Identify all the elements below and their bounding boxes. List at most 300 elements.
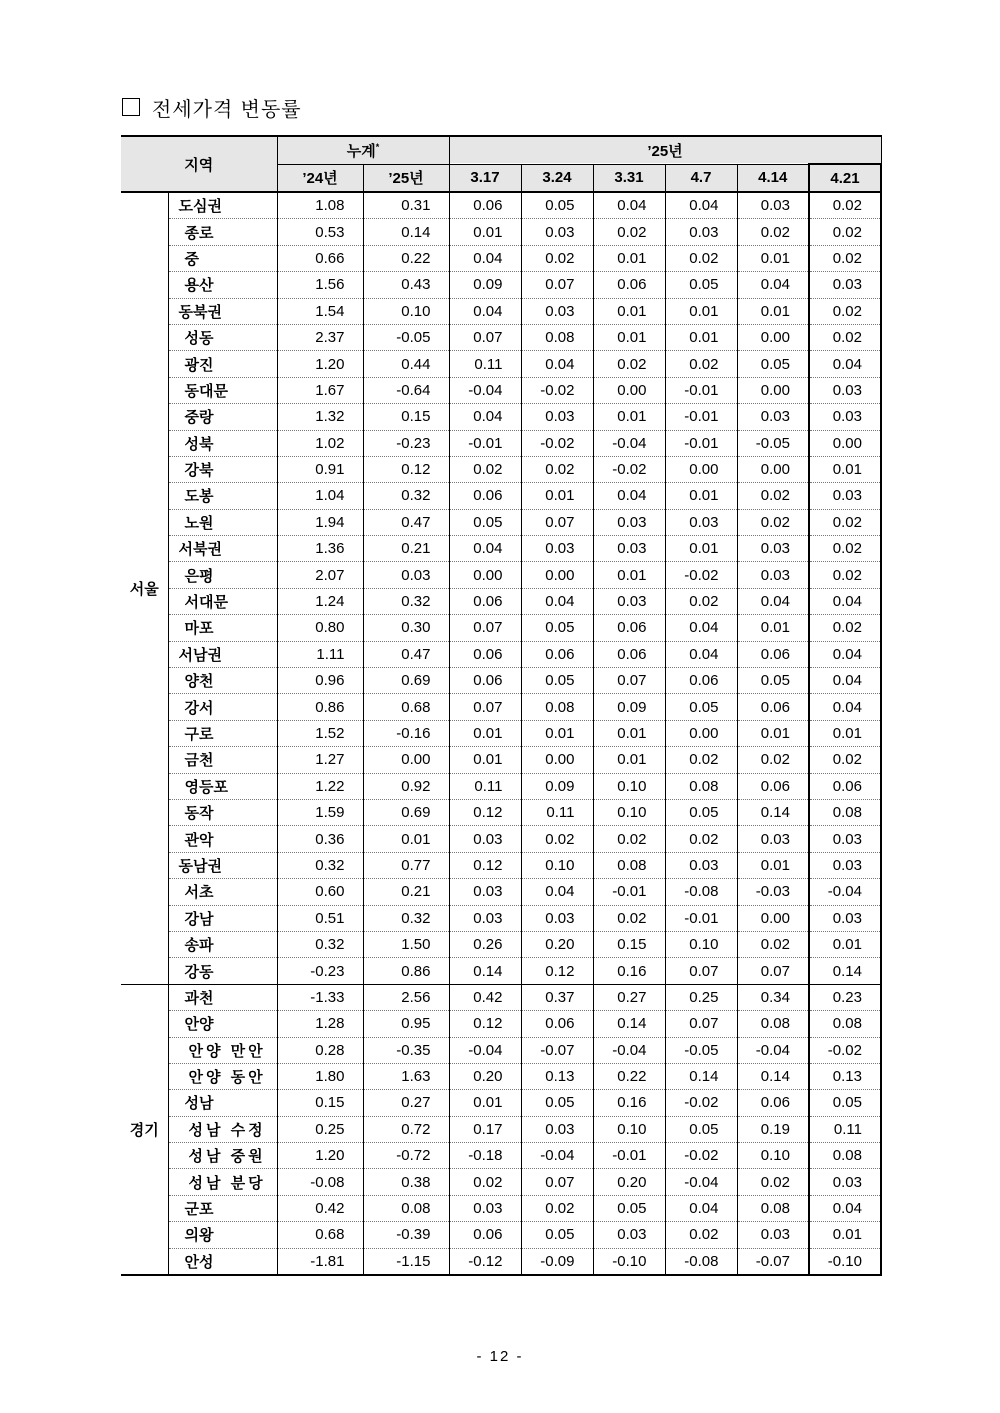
value-cell: 0.32 — [277, 931, 363, 957]
region-name: 군포 — [168, 1195, 277, 1221]
value-cell: 0.08 — [809, 1143, 881, 1169]
value-cell: 0.01 — [809, 1222, 881, 1248]
value-cell: 0.34 — [737, 984, 809, 1010]
table-row — [121, 272, 881, 298]
table-row — [121, 483, 881, 509]
value-cell: 0.01 — [665, 298, 737, 324]
value-cell: 0.26 — [449, 931, 521, 957]
value-cell: -0.08 — [665, 879, 737, 905]
value-cell: 0.02 — [809, 562, 881, 588]
value-cell: 0.03 — [449, 879, 521, 905]
value-cell: 0.02 — [521, 1195, 593, 1221]
value-cell: 0.06 — [449, 1222, 521, 1248]
table-row — [121, 615, 881, 641]
value-cell: 0.08 — [363, 1195, 449, 1221]
value-cell: 0.04 — [665, 641, 737, 667]
value-cell: 0.05 — [737, 668, 809, 694]
table-row — [121, 536, 881, 562]
value-cell: 0.08 — [809, 1011, 881, 1037]
value-cell: 1.50 — [363, 931, 449, 957]
value-cell: 0.02 — [737, 509, 809, 535]
value-cell: 0.03 — [737, 562, 809, 588]
value-cell: 0.00 — [737, 905, 809, 931]
value-cell: 0.04 — [449, 298, 521, 324]
table-row — [121, 245, 881, 271]
value-cell: 0.05 — [593, 1195, 665, 1221]
region-name: 서대문 — [168, 588, 277, 614]
value-cell: 1.54 — [277, 298, 363, 324]
value-cell: 0.77 — [363, 852, 449, 878]
value-cell: 0.03 — [665, 852, 737, 878]
value-cell: 0.01 — [449, 1090, 521, 1116]
value-cell: 0.02 — [809, 298, 881, 324]
value-cell: 0.02 — [521, 456, 593, 482]
value-cell: 0.01 — [809, 456, 881, 482]
table-row — [121, 720, 881, 746]
value-cell: -0.07 — [737, 1248, 809, 1275]
table-row — [121, 430, 881, 456]
value-cell: -0.12 — [449, 1248, 521, 1275]
value-cell: 0.04 — [449, 536, 521, 562]
value-cell: 0.04 — [809, 1195, 881, 1221]
value-cell: 0.02 — [593, 905, 665, 931]
value-cell: 0.08 — [521, 324, 593, 350]
table-row — [121, 826, 881, 852]
table-row — [121, 219, 881, 245]
value-cell: 0.07 — [737, 958, 809, 984]
value-cell: -0.07 — [521, 1037, 593, 1063]
value-cell: 0.16 — [593, 1090, 665, 1116]
table-row — [121, 1090, 881, 1116]
table-row — [121, 773, 881, 799]
value-cell: 0.02 — [521, 245, 593, 271]
value-cell: 0.47 — [363, 509, 449, 535]
value-cell: 0.02 — [737, 931, 809, 957]
value-cell: -0.23 — [277, 958, 363, 984]
value-cell: 0.51 — [277, 905, 363, 931]
value-cell: 0.14 — [737, 1063, 809, 1089]
value-cell: 0.09 — [593, 694, 665, 720]
value-cell: 0.01 — [593, 720, 665, 746]
value-cell: 0.03 — [737, 1222, 809, 1248]
value-cell: 0.12 — [449, 799, 521, 825]
value-cell: 0.00 — [809, 430, 881, 456]
value-cell: 0.25 — [665, 984, 737, 1010]
value-cell: -0.64 — [363, 377, 449, 403]
value-cell: -0.01 — [593, 879, 665, 905]
value-cell: 0.86 — [277, 694, 363, 720]
column-header: 3.31 — [593, 164, 665, 192]
value-cell: 0.02 — [809, 615, 881, 641]
value-cell: 0.03 — [521, 1116, 593, 1142]
region-name: 서초 — [168, 879, 277, 905]
value-cell: 0.06 — [521, 641, 593, 667]
value-cell: 0.02 — [737, 219, 809, 245]
value-cell: 0.02 — [737, 483, 809, 509]
region-name: 동대문 — [168, 377, 277, 403]
value-cell: 0.15 — [363, 404, 449, 430]
value-cell: 0.03 — [593, 588, 665, 614]
value-cell: -0.18 — [449, 1143, 521, 1169]
value-cell: 0.04 — [665, 1195, 737, 1221]
region-name: 성남 — [168, 1090, 277, 1116]
value-cell: -0.02 — [809, 1037, 881, 1063]
value-cell: 0.00 — [521, 747, 593, 773]
value-cell: 0.42 — [277, 1195, 363, 1221]
value-cell: 0.04 — [449, 404, 521, 430]
value-cell: 0.01 — [593, 324, 665, 350]
value-cell: 0.06 — [593, 641, 665, 667]
value-cell: 0.03 — [665, 509, 737, 535]
region-name: 금천 — [168, 747, 277, 773]
region-name: 안양 동안 — [168, 1063, 277, 1089]
value-cell: 1.52 — [277, 720, 363, 746]
value-cell: -0.10 — [593, 1248, 665, 1275]
value-cell: 0.02 — [665, 747, 737, 773]
value-cell: 0.12 — [363, 456, 449, 482]
value-cell: 0.02 — [809, 192, 881, 219]
value-cell: 0.05 — [737, 351, 809, 377]
value-cell: 0.03 — [521, 298, 593, 324]
value-cell: 1.11 — [277, 641, 363, 667]
value-cell: -0.01 — [665, 377, 737, 403]
value-cell: -0.03 — [737, 879, 809, 905]
page-number: - 12 - — [476, 1348, 524, 1365]
value-cell: 0.01 — [809, 931, 881, 957]
value-cell: 0.32 — [363, 588, 449, 614]
value-cell: 0.01 — [449, 219, 521, 245]
table-row — [121, 351, 881, 377]
value-cell: 0.05 — [521, 1090, 593, 1116]
value-cell: 0.22 — [363, 245, 449, 271]
value-cell: 0.01 — [737, 245, 809, 271]
value-cell: 0.42 — [449, 984, 521, 1010]
value-cell: 0.30 — [363, 615, 449, 641]
value-cell: 0.03 — [593, 1222, 665, 1248]
value-cell: -0.02 — [665, 1143, 737, 1169]
region-group-label: 서울 — [121, 192, 168, 984]
table-row — [121, 1195, 881, 1221]
value-cell: 0.03 — [665, 219, 737, 245]
value-cell: 1.94 — [277, 509, 363, 535]
value-cell: 0.03 — [809, 272, 881, 298]
value-cell: 0.95 — [363, 1011, 449, 1037]
value-cell: 0.96 — [277, 668, 363, 694]
value-cell: 0.01 — [737, 720, 809, 746]
value-cell: -0.04 — [521, 1143, 593, 1169]
value-cell: 0.04 — [665, 192, 737, 219]
value-cell: 0.04 — [665, 615, 737, 641]
value-cell: 0.03 — [809, 483, 881, 509]
header-cumulative: 누계* — [277, 136, 449, 164]
value-cell: 2.37 — [277, 324, 363, 350]
value-cell: 0.03 — [521, 536, 593, 562]
value-cell: 0.28 — [277, 1037, 363, 1063]
value-cell: 0.05 — [665, 799, 737, 825]
value-cell: 0.07 — [449, 615, 521, 641]
value-cell: -0.10 — [809, 1248, 881, 1275]
value-cell: 0.32 — [363, 905, 449, 931]
column-header: 3.24 — [521, 164, 593, 192]
table-row — [121, 192, 881, 219]
region-name: 도심권 — [168, 192, 277, 219]
value-cell: 0.04 — [521, 879, 593, 905]
value-cell: 0.38 — [363, 1169, 449, 1195]
value-cell: 0.07 — [593, 668, 665, 694]
value-cell: 0.07 — [521, 272, 593, 298]
value-cell: 0.01 — [593, 404, 665, 430]
value-cell: 0.80 — [277, 615, 363, 641]
table-row — [121, 852, 881, 878]
region-name: 성남 분당 — [168, 1169, 277, 1195]
value-cell: 1.59 — [277, 799, 363, 825]
value-cell: 1.63 — [363, 1063, 449, 1089]
region-name: 서남권 — [168, 641, 277, 667]
value-cell: -0.04 — [449, 377, 521, 403]
table-row — [121, 879, 881, 905]
value-cell: 0.04 — [737, 588, 809, 614]
value-cell: 0.02 — [593, 351, 665, 377]
value-cell: 0.02 — [521, 826, 593, 852]
value-cell: 0.68 — [277, 1222, 363, 1248]
value-cell: 0.00 — [665, 456, 737, 482]
region-name: 안성 — [168, 1248, 277, 1275]
value-cell: -0.02 — [665, 562, 737, 588]
value-cell: 0.01 — [737, 615, 809, 641]
value-cell: 0.08 — [593, 852, 665, 878]
value-cell: 0.04 — [809, 588, 881, 614]
value-cell: 0.03 — [809, 1169, 881, 1195]
value-cell: 0.69 — [363, 668, 449, 694]
value-cell: 0.20 — [449, 1063, 521, 1089]
value-cell: 0.31 — [363, 192, 449, 219]
value-cell: 0.11 — [809, 1116, 881, 1142]
value-cell: 0.23 — [809, 984, 881, 1010]
value-cell: 0.10 — [593, 799, 665, 825]
region-name: 동남권 — [168, 852, 277, 878]
value-cell: 0.02 — [809, 219, 881, 245]
value-cell: 1.22 — [277, 773, 363, 799]
value-cell: 0.32 — [363, 483, 449, 509]
value-cell: 0.05 — [665, 1116, 737, 1142]
column-header: 3.17 — [449, 164, 521, 192]
value-cell: 0.03 — [809, 404, 881, 430]
value-cell: 0.10 — [363, 298, 449, 324]
value-cell: 0.06 — [593, 272, 665, 298]
value-cell: -0.23 — [363, 430, 449, 456]
value-cell: 0.04 — [737, 272, 809, 298]
value-cell: 0.03 — [809, 852, 881, 878]
value-cell: 0.03 — [521, 404, 593, 430]
value-cell: 0.19 — [737, 1116, 809, 1142]
region-name: 성남 중원 — [168, 1143, 277, 1169]
value-cell: 0.05 — [665, 694, 737, 720]
region-name: 과천 — [168, 984, 277, 1010]
value-cell: 0.06 — [737, 1090, 809, 1116]
value-cell: 1.24 — [277, 588, 363, 614]
value-cell: -0.35 — [363, 1037, 449, 1063]
value-cell: 0.04 — [449, 245, 521, 271]
region-name: 마포 — [168, 615, 277, 641]
region-name: 중 — [168, 245, 277, 271]
value-cell: 0.16 — [593, 958, 665, 984]
value-cell: 0.00 — [737, 456, 809, 482]
value-cell: -0.04 — [737, 1037, 809, 1063]
value-cell: 0.27 — [593, 984, 665, 1010]
column-header: 4.21 — [809, 164, 881, 192]
value-cell: 0.86 — [363, 958, 449, 984]
value-cell: 0.04 — [593, 483, 665, 509]
value-cell: 0.91 — [277, 456, 363, 482]
column-header: 4.7 — [665, 164, 737, 192]
value-cell: 0.02 — [593, 219, 665, 245]
value-cell: -0.04 — [449, 1037, 521, 1063]
value-cell: 0.04 — [809, 668, 881, 694]
value-cell: 0.13 — [809, 1063, 881, 1089]
value-cell: 0.01 — [363, 826, 449, 852]
value-cell: 0.00 — [449, 562, 521, 588]
value-cell: 0.02 — [809, 536, 881, 562]
region-name: 동작 — [168, 799, 277, 825]
table-row — [121, 694, 881, 720]
value-cell: 1.32 — [277, 404, 363, 430]
value-cell: 0.47 — [363, 641, 449, 667]
value-cell: 1.20 — [277, 351, 363, 377]
value-cell: 0.01 — [809, 720, 881, 746]
table-row — [121, 377, 881, 403]
value-cell: -0.39 — [363, 1222, 449, 1248]
value-cell: 0.07 — [521, 1169, 593, 1195]
value-cell: 0.06 — [809, 773, 881, 799]
value-cell: 0.22 — [593, 1063, 665, 1089]
value-cell: 0.03 — [809, 377, 881, 403]
value-cell: 0.14 — [593, 1011, 665, 1037]
value-cell: -0.09 — [521, 1248, 593, 1275]
value-cell: 1.56 — [277, 272, 363, 298]
value-cell: -0.05 — [363, 324, 449, 350]
value-cell: 0.06 — [593, 615, 665, 641]
value-cell: 0.07 — [449, 324, 521, 350]
table-row — [121, 324, 881, 350]
value-cell: 0.07 — [449, 694, 521, 720]
table-row — [121, 1222, 881, 1248]
value-cell: 0.12 — [449, 852, 521, 878]
value-cell: 0.00 — [363, 747, 449, 773]
region-name: 은평 — [168, 562, 277, 588]
column-header: 4.14 — [737, 164, 809, 192]
value-cell: 0.37 — [521, 984, 593, 1010]
value-cell: 0.01 — [593, 245, 665, 271]
table-row — [121, 1116, 881, 1142]
table-row — [121, 404, 881, 430]
value-cell: -0.72 — [363, 1143, 449, 1169]
value-cell: 0.02 — [665, 351, 737, 377]
value-cell: 0.06 — [737, 641, 809, 667]
table-row — [121, 1063, 881, 1089]
value-cell: -0.01 — [665, 430, 737, 456]
value-cell: -0.08 — [277, 1169, 363, 1195]
value-cell: 0.06 — [449, 588, 521, 614]
value-cell: 0.09 — [521, 773, 593, 799]
region-name: 의왕 — [168, 1222, 277, 1248]
table-row — [121, 958, 881, 984]
value-cell: 0.08 — [737, 1195, 809, 1221]
value-cell: 0.06 — [449, 668, 521, 694]
value-cell: -0.16 — [363, 720, 449, 746]
value-cell: 0.05 — [521, 192, 593, 219]
value-cell: 0.10 — [593, 773, 665, 799]
value-cell: 0.92 — [363, 773, 449, 799]
value-cell: 0.11 — [449, 351, 521, 377]
value-cell: 1.20 — [277, 1143, 363, 1169]
value-cell: 0.12 — [521, 958, 593, 984]
table-row — [121, 984, 881, 1010]
value-cell: 0.04 — [593, 192, 665, 219]
table-row — [121, 456, 881, 482]
value-cell: 0.10 — [737, 1143, 809, 1169]
column-header: ’25년 — [363, 164, 449, 192]
value-cell: 0.01 — [737, 852, 809, 878]
value-cell: 0.03 — [449, 1195, 521, 1221]
value-cell: 0.08 — [737, 1011, 809, 1037]
value-cell: 0.02 — [809, 324, 881, 350]
value-cell: -1.33 — [277, 984, 363, 1010]
table-row — [121, 298, 881, 324]
value-cell: 0.10 — [521, 852, 593, 878]
value-cell: 0.02 — [665, 826, 737, 852]
value-cell: 0.02 — [593, 826, 665, 852]
value-cell: 2.56 — [363, 984, 449, 1010]
value-cell: 1.04 — [277, 483, 363, 509]
value-cell: 0.17 — [449, 1116, 521, 1142]
value-cell: -0.02 — [521, 377, 593, 403]
value-cell: 0.00 — [737, 377, 809, 403]
value-cell: -0.01 — [449, 430, 521, 456]
value-cell: 0.53 — [277, 219, 363, 245]
value-cell: 0.01 — [521, 720, 593, 746]
value-cell: 0.04 — [809, 694, 881, 720]
table-row — [121, 641, 881, 667]
table-row — [121, 905, 881, 931]
value-cell: 1.67 — [277, 377, 363, 403]
value-cell: 0.08 — [809, 799, 881, 825]
region-name: 광진 — [168, 351, 277, 377]
value-cell: 0.43 — [363, 272, 449, 298]
value-cell: 0.72 — [363, 1116, 449, 1142]
table-row — [121, 1011, 881, 1037]
value-cell: 0.00 — [593, 377, 665, 403]
value-cell: 0.21 — [363, 536, 449, 562]
value-cell: 0.06 — [521, 1011, 593, 1037]
table-row — [121, 1248, 881, 1275]
value-cell: 0.02 — [809, 245, 881, 271]
value-cell: 0.00 — [521, 562, 593, 588]
value-cell: 0.01 — [449, 720, 521, 746]
value-cell: 0.03 — [737, 192, 809, 219]
value-cell: 0.20 — [593, 1169, 665, 1195]
region-name: 성동 — [168, 324, 277, 350]
region-name: 양천 — [168, 668, 277, 694]
value-cell: 0.04 — [809, 641, 881, 667]
value-cell: 0.66 — [277, 245, 363, 271]
value-cell: 0.03 — [521, 219, 593, 245]
value-cell: 0.68 — [363, 694, 449, 720]
section-title-text: 전세가격 변동률 — [152, 96, 302, 121]
value-cell: 0.03 — [809, 905, 881, 931]
value-cell: -0.05 — [737, 430, 809, 456]
value-cell: 0.05 — [809, 1090, 881, 1116]
value-cell: 1.08 — [277, 192, 363, 219]
